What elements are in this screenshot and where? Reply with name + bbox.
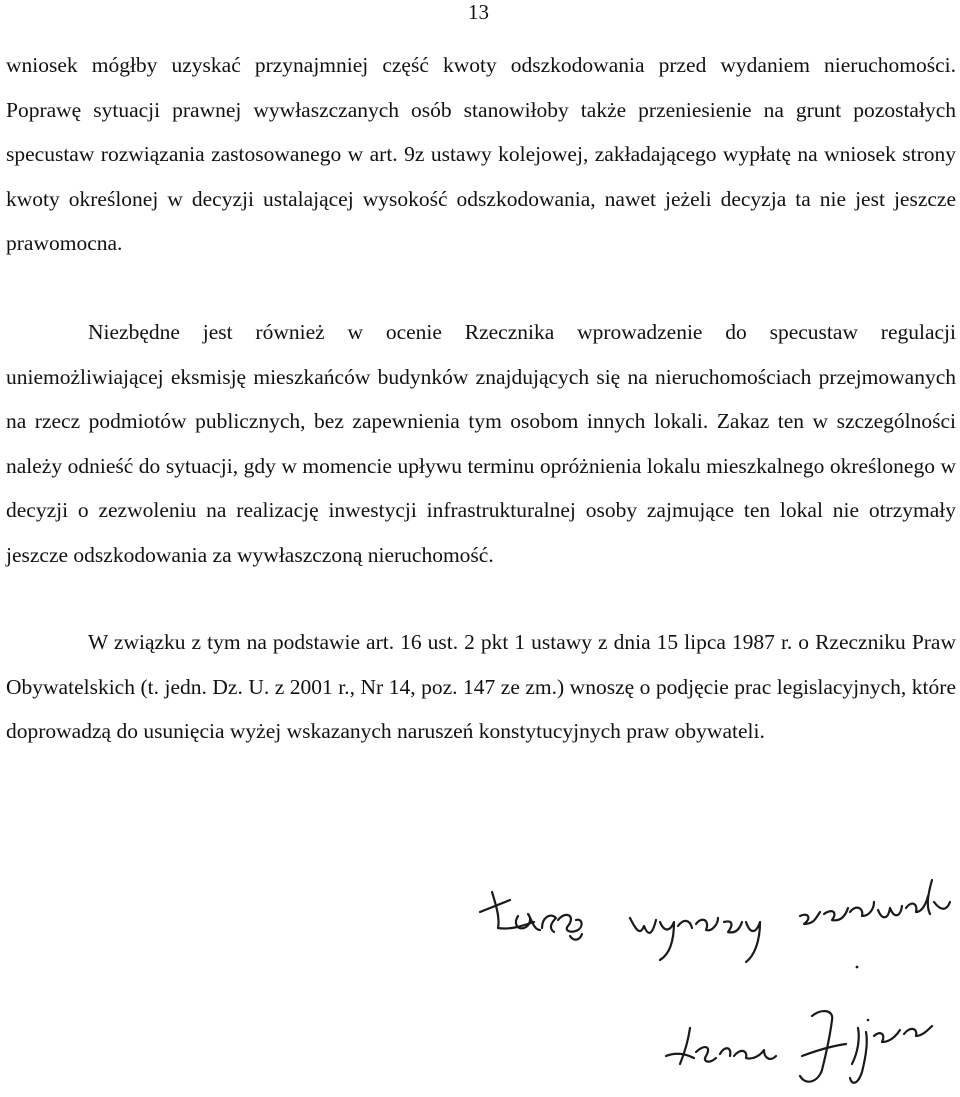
paragraph-text: W związku z tym na podstawie art. 16 ust. 2 pkt 1 ustawy z dnia 15 lipca 1987 r. o Rzeczniku Praw Obywatelskich (t. jedn. Dz. U. z 2001 r., Nr 14, poz. 147 ze zm.) wnoszę o podjęcie prac legislacyjnych, które doprowadzą do usunięcia wyżej wskazanych naruszeń konstytucyjnych praw obywateli. bbox=[6, 630, 956, 744]
paragraph-text: Niezbędne jest również w ocenie Rzecznika wprowadzenie do specustaw regulacji uniemożliwiającej eksmisję mieszkańców budynków znajdujących się na nieruchomościach przejmowanych na rzecz podmiotów publicznych, bez zapewnienia tym osobom innych lokali. Zakaz ten w szczególności należy odnieść do sytuacji, gdy w momencie upływu terminu opróżnienia lokalu mieszkalnego określonego w decyzji o zezwoleniu na realizację inwestycji infrastrukturalnej osoby zajmujące ten lokal nie otrzymały jeszcze odszkodowania za wywłaszczoną nieruchomość. bbox=[6, 320, 956, 567]
handwritten-signature bbox=[470, 850, 960, 1090]
signature-word-wyrazy bbox=[630, 918, 760, 962]
body-paragraph-3 bbox=[6, 620, 956, 754]
signature-dot bbox=[856, 966, 859, 969]
page-number: 13 bbox=[468, 0, 489, 24]
signature-word-szacunku bbox=[800, 880, 950, 924]
signature-word-laczE bbox=[480, 892, 582, 940]
signature-word-irena bbox=[666, 1028, 776, 1064]
body-paragraph-1 bbox=[6, 43, 956, 266]
paragraph-text: wniosek mógłby uzyskać przynajmniej część kwoty odszkodowania przed wydaniem nieruchomości. Poprawę sytuacji prawnej wywłaszczanych osób stanowiłoby także przeniesienie na grunt pozostałych specustaw rozwiązania zastosowanego w art. 9z ustawy kolejowej, zakładającego wypłatę na wniosek strony kwoty określonej w decyzji ustalającej wysokość odszkodowania, nawet jeżeli decyzja ta nie jest jeszcze prawomocna. bbox=[6, 53, 956, 256]
signature-word-lipowicz bbox=[800, 1011, 932, 1083]
body-paragraph-2 bbox=[6, 310, 956, 578]
